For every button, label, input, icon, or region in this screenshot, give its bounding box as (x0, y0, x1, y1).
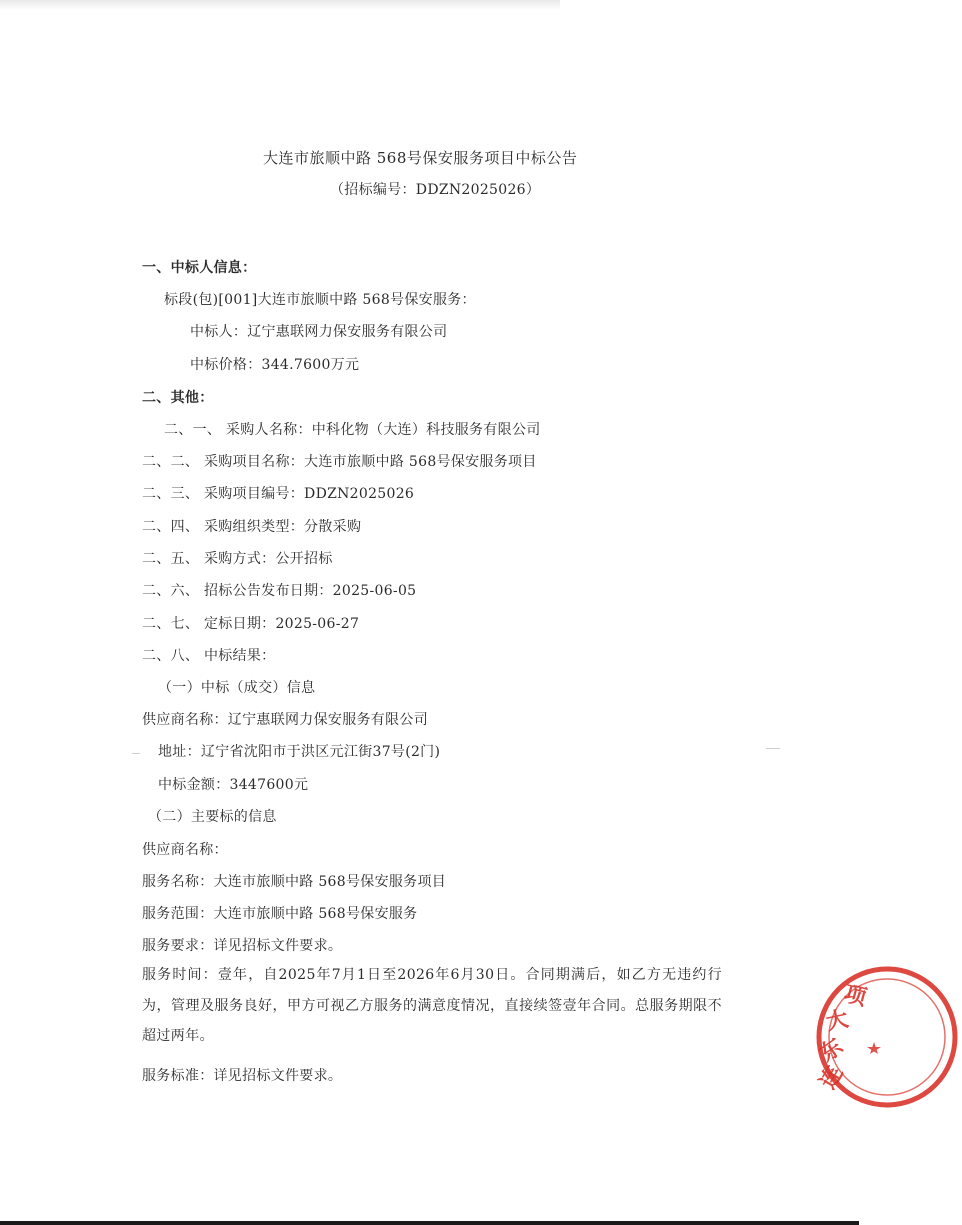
scan-speck (132, 753, 140, 754)
scan-bottom-edge (0, 1221, 859, 1225)
tender-number: （招标编号：DDZN2025026） (330, 182, 541, 198)
section-1-heading: 一、中标人信息： (142, 260, 257, 276)
service-time-paragraph: 服务时间：壹年，自2025年7月1日至2026年6月30日。合同期满后，如乙方无违约行为，管理及服务良好，甲方可视乙方服务的满意度情况，直接续签壹年合同。总服务期限不超过两年。 (142, 967, 722, 1044)
section-2-heading: 二、其他： (142, 390, 214, 406)
list-item: 二、八、 中标结果： (142, 648, 276, 664)
document-title: 大连市旅顺中路 568号保安服务项目中标公告 (263, 149, 578, 167)
red-seal-stamp (812, 962, 962, 1112)
list-item: 二、四、 采购组织类型：分散采购 (142, 519, 362, 535)
amount-line: 中标金额：3447600元 (158, 777, 309, 793)
supplier-line: 供应商名称：辽宁惠联网力保安服务有限公司 (142, 712, 428, 728)
svg-text:项: 项 (841, 981, 869, 1012)
service-requirement-line: 服务要求：详见招标文件要求。 (142, 938, 343, 954)
service-scope-line: 服务范围：大连市旅顺中路 568号保安服务 (142, 906, 418, 922)
list-item: 二、六、 招标公告发布日期：2025-06-05 (142, 583, 417, 599)
lot-line: 标段(包)[001]大连市旅顺中路 568号保安服务： (164, 292, 476, 308)
sub-heading-1: （一）中标（成交）信息 (158, 680, 316, 696)
svg-text:东: 东 (815, 1034, 848, 1068)
svg-text:连: 连 (815, 1061, 849, 1094)
address-line: 地址：辽宁省沈阳市于洪区元江街37号(2门) (158, 744, 441, 760)
supplier-name-line: 供应商名称： (142, 842, 228, 858)
scan-top-shade (0, 0, 560, 10)
list-item: 二、五、 采购方式：公开招标 (142, 551, 333, 567)
price-line: 中标价格：344.7600万元 (190, 357, 360, 373)
list-item: 二、三、 采购项目编号：DDZN2025026 (142, 486, 415, 502)
scan-speck (766, 748, 780, 749)
svg-text:大: 大 (823, 1006, 851, 1036)
sub-heading-2: （二）主要标的信息 (148, 809, 277, 825)
service-standard-line: 服务标准：详见招标文件要求。 (142, 1068, 343, 1084)
list-item: 二、二、 采购项目名称：大连市旅顺中路 568号保安服务项目 (142, 454, 537, 470)
list-item: 二、七、 定标日期：2025-06-27 (142, 616, 360, 632)
service-name-line: 服务名称：大连市旅顺中路 568号保安服务项目 (142, 874, 447, 890)
winner-line: 中标人：辽宁惠联网力保安服务有限公司 (190, 324, 448, 340)
list-item: 二、一、 采购人名称：中科化物（大连）科技服务有限公司 (164, 422, 541, 438)
